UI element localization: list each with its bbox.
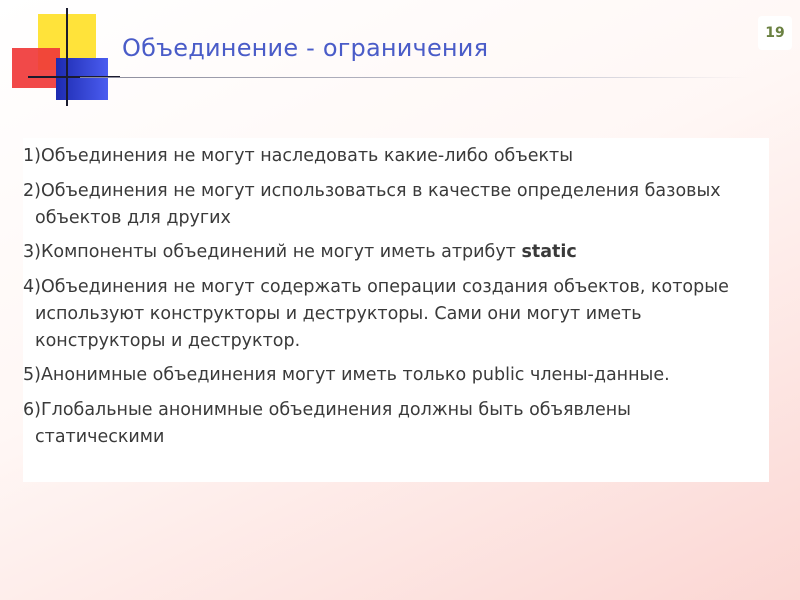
slide-title: Объединение - ограничения bbox=[122, 34, 489, 62]
keyword-static: static bbox=[521, 242, 577, 262]
list-item bbox=[23, 362, 761, 389]
list-item-text: 6)Глобальные анонимные объединения должны быть объявлены статическими bbox=[23, 399, 631, 447]
list-item-text: 4)Объединения не могут содержать операции создания объектов, которые используют конструкторы и деструкторы. Сами они могут иметь конструкторы и деструктор. bbox=[23, 276, 729, 351]
list-item-text: 1)Объединения не могут наследовать какие-либо объекты bbox=[23, 146, 574, 166]
list-item-text: 3)Компоненты объединений не могут иметь атрибут bbox=[23, 242, 522, 262]
decorative-logo bbox=[0, 0, 120, 110]
page-number-badge: 19 bbox=[758, 16, 792, 50]
list-item bbox=[23, 397, 761, 451]
logo-vertical-line bbox=[66, 8, 68, 106]
title-divider bbox=[80, 77, 750, 78]
list-item-text: 2)Объединения не могут использоваться в качестве определения базовых объектов для других bbox=[23, 180, 721, 228]
list-item bbox=[23, 239, 761, 266]
list-item bbox=[23, 143, 761, 170]
content-panel bbox=[23, 138, 769, 482]
list-item-text: 5)Анонимные объединения могут иметь только public члены-данные. bbox=[23, 365, 670, 385]
list-item bbox=[23, 178, 761, 232]
blue-square bbox=[56, 58, 108, 100]
list-item bbox=[23, 274, 761, 355]
red-square bbox=[12, 48, 60, 88]
